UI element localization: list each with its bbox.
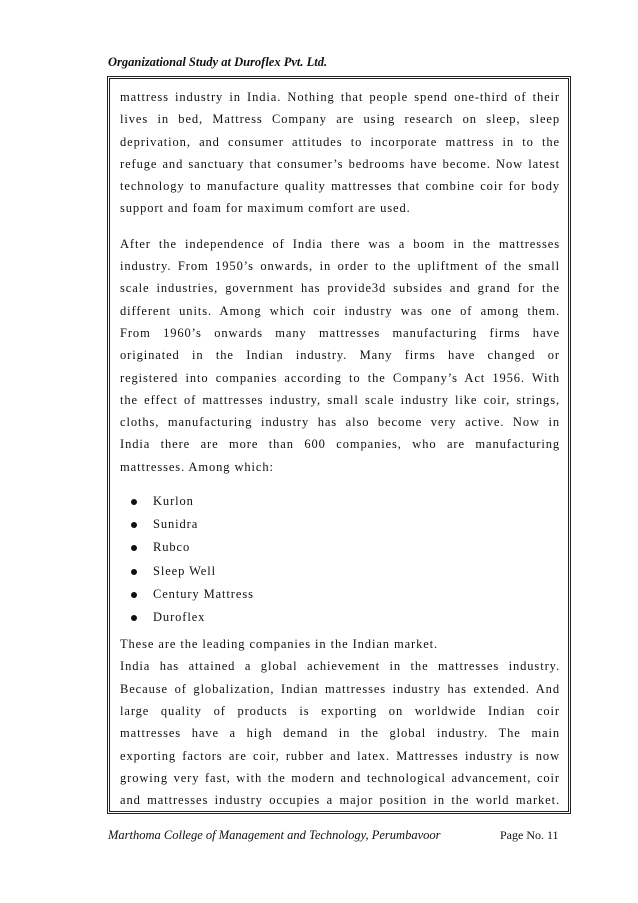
bullet-icon	[131, 522, 137, 528]
text-line: growing very fast, with the modern and technological advancement, coir	[120, 770, 560, 785]
paragraph-1	[120, 86, 560, 220]
company-name: Sleep Well	[153, 563, 216, 578]
page-header-title: Organizational Study at Duroflex Pvt. Ltd.	[108, 55, 328, 69]
text-line: India there are more than 600 companies, who are manufacturing	[120, 437, 560, 452]
list-item	[120, 490, 560, 513]
text-line: From 1960’s onwards many mattresses manufacturing firms have	[120, 325, 560, 340]
bullet-icon	[131, 592, 137, 598]
text-line: the effect of mattresses industry, small scale industry like coir, strings,	[120, 392, 560, 407]
text-line: lives in bed, Mattress Company are using research on sleep, sleep	[120, 112, 560, 127]
company-list	[120, 490, 560, 629]
company-name: Century Mattress	[153, 586, 254, 601]
text-line: technology to manufacture quality mattresses that combine coir for body	[120, 179, 560, 194]
text-line: These are the leading companies in the Indian market.	[120, 637, 439, 652]
bullet-icon	[131, 615, 137, 621]
text-line: mattresses. Among which:	[120, 459, 274, 474]
list-item	[120, 536, 560, 559]
text-line: mattress industry in India. Nothing that people spend one-third of their	[120, 90, 560, 104]
company-name: Rubco	[153, 540, 191, 555]
text-line: different units. Among which coir industry was one of among them.	[120, 303, 560, 318]
bullet-icon	[131, 499, 137, 505]
paragraph-2	[120, 233, 560, 478]
text-line: and mattresses industry occupies a major position in the world market.	[120, 793, 560, 808]
text-line: registered into companies according to the Company’s Act 1956. With	[120, 370, 560, 385]
paragraph-3	[120, 633, 560, 811]
text-line: large quality of products is exporting on worldwide Indian coir	[120, 704, 560, 719]
text-line: cloths, manufacturing industry has also become very active. Now in	[120, 415, 560, 430]
page-number: Page No. 11	[500, 828, 559, 842]
text-line: refuge and sanctuary that consumer’s bedrooms have become. Now latest	[120, 156, 560, 171]
text-line: industry. From 1950’s onwards, in order to the upliftment of the small	[120, 259, 560, 274]
list-item	[120, 583, 560, 606]
bullet-icon	[131, 569, 137, 575]
text-line: exporting factors are coir, rubber and latex. Mattresses industry is now	[120, 748, 560, 763]
text-line: Because of globalization, Indian mattresses industry has extended. And	[120, 681, 560, 696]
list-item	[120, 560, 560, 583]
company-name: Kurlon	[153, 494, 194, 509]
body-text	[120, 86, 560, 812]
text-line: India has attained a global achievement in the mattresses industry.	[120, 659, 560, 674]
text-line: mattresses have a high demand in the global industry. The main	[120, 726, 560, 741]
text-line: originated in the Indian industry. Many firms have changed or	[120, 348, 560, 363]
text-line: deprivation, and consumer attitudes to incorporate mattress in to the	[120, 134, 560, 149]
list-item	[120, 513, 560, 536]
footer-college: Marthoma College of Management and Technology, Perumbavoor	[108, 828, 441, 842]
company-name: Sunidra	[153, 517, 199, 532]
list-item	[120, 606, 560, 629]
text-line: scale industries, government has provide3d subsides and grand for the	[120, 281, 560, 296]
bullet-icon	[131, 545, 137, 551]
text-line: support and foam for maximum comfort are used.	[120, 201, 411, 216]
company-name: Duroflex	[153, 609, 206, 624]
text-line: After the independence of India there was a boom in the mattresses	[120, 236, 560, 251]
